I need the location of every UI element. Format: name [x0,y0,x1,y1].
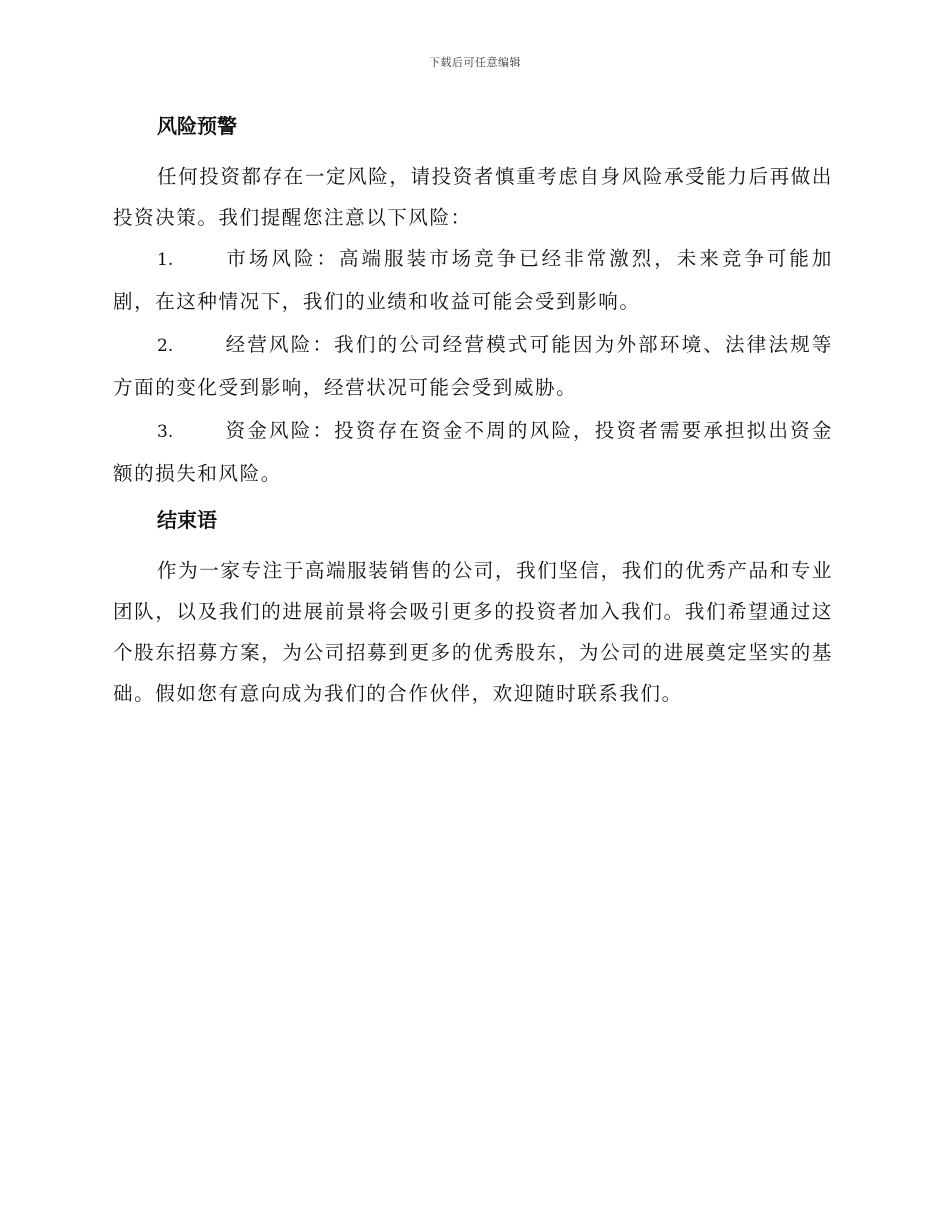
list-item-text: 市场风险：高端服装市场竞争已经非常激烈，未来竞争可能加剧，在这种情况下，我们的业绩和收益可能会受到影响。 [113,247,833,313]
risk-list-item [113,410,833,494]
document-body [113,108,833,714]
list-item-text: 经营风险：我们的公司经营模式可能因为外部环境、法律法规等方面的变化受到影响，经营状况可能会受到威胁。 [113,333,833,399]
risk-section [113,108,833,494]
list-item-number: 1. [157,250,174,270]
risk-list-item [113,238,833,322]
closing-section [113,502,833,714]
risk-list-item [113,324,833,408]
list-item-number: 3. [157,422,174,442]
list-item-number: 2. [157,336,174,356]
list-item-text: 资金风险：投资存在资金不周的风险，投资者需要承担拟出资金额的损失和风险。 [113,419,833,485]
section-heading-closing: 结束语 [157,508,217,532]
risk-intro-paragraph: 任何投资都存在一定风险，请投资者慎重考虑自身风险承受能力后再做出投资决策。我们提醒您注意以下风险： [113,165,833,229]
page-header-note: 下载后可任意编辑 [429,56,521,69]
closing-paragraph: 作为一家专注于高端服装销售的公司，我们坚信，我们的优秀产品和专业团队，以及我们的进展前景将会吸引更多的投资者加入我们。我们希望通过这个股东招募方案，为公司招募到更多的优秀股东，为公司的进展奠定坚实的基础。假如您有意向成为我们的合作伙伴，欢迎随时联系我们。 [113,559,833,705]
section-heading-risk: 风险预警 [157,114,237,138]
